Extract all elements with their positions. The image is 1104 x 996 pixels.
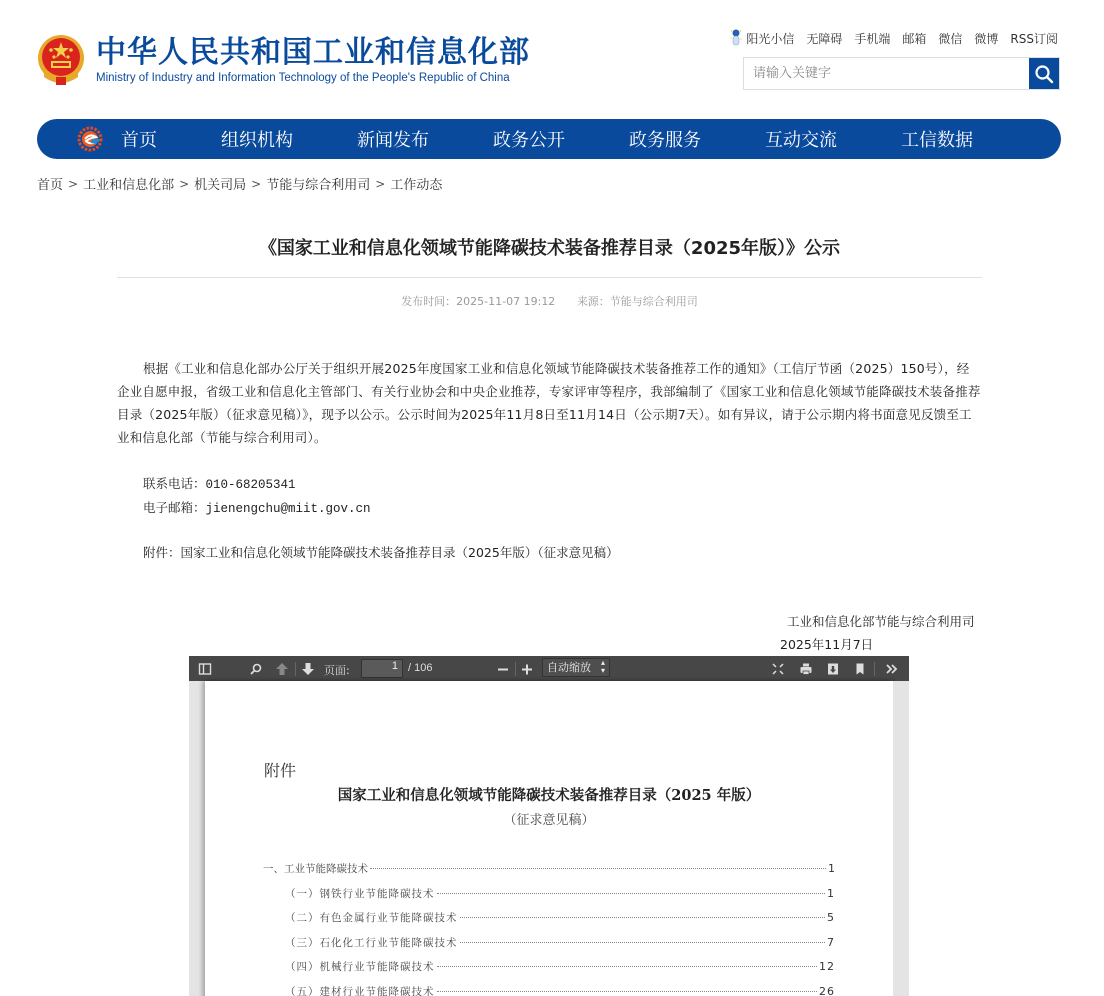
toc-row[interactable]: （四）机械行业节能降碳技术 12: [285, 960, 835, 974]
signature-date: 2025年11月7日: [780, 637, 874, 652]
national-emblem-icon: [36, 33, 86, 87]
top-link-mobile[interactable]: 手机端: [854, 31, 891, 46]
zoom-in-icon[interactable]: [520, 662, 534, 676]
breadcrumb-ministry[interactable]: 工业和信息化部: [83, 178, 175, 193]
select-arrows-icon: ▴ ▾: [600, 658, 605, 675]
attachment-link[interactable]: 国家工业和信息化领域节能降碳技术装备推荐目录（2025年版）（征求意见稿）: [180, 545, 619, 560]
doc-subtitle: （征求意见稿）: [503, 813, 595, 828]
site-logo[interactable]: [36, 33, 530, 87]
nav-item-data[interactable]: 工信数据: [901, 130, 973, 151]
sunshine-mascot-icon: [730, 29, 742, 47]
table-of-contents: [263, 861, 835, 996]
signature-org: 工业和信息化部节能与综合利用司: [787, 614, 975, 629]
phone-value: 010-68205341: [205, 478, 296, 492]
toolbar-separator: [295, 662, 296, 676]
previous-page-icon[interactable]: [275, 662, 289, 676]
zoom-out-icon[interactable]: [496, 662, 510, 676]
breadcrumb-separator: >: [375, 176, 386, 191]
site-header: [0, 0, 1104, 110]
nav-item-organization[interactable]: 组织机构: [221, 130, 293, 151]
toc-row[interactable]: （三）石化化工行业节能降碳技术 7: [285, 935, 835, 949]
top-link-weibo[interactable]: 微博: [974, 31, 999, 46]
toc-row[interactable]: （五）建材行业节能降碳技术 26: [285, 984, 835, 996]
page-number-input[interactable]: 1: [361, 659, 403, 678]
contact-phone: [143, 474, 296, 492]
doc-title: 国家工业和信息化领域节能降碳技术装备推荐目录（2025 年版）: [337, 787, 761, 804]
nav-item-services[interactable]: 政务服务: [629, 130, 701, 151]
top-links: [730, 29, 1058, 47]
pdf-scrollbar[interactable]: [893, 681, 909, 996]
article-body: 根据《工业和信息化部办公厅关于组织开展2025年度国家工业和信息化领域节能降碳技术装备推荐工作的通知》（工信厅节函（2025）150号），经企业自愿申报，省级工业和信息化主管部门、有关行业协会和中央企业推荐，专家评审等程序，我部编制了《国家工业和信息化领域节能降碳技术装备推荐目录（2025年版）（征求意见稿）》，现予以公示。公示时间为2025年11月8日至11月14日（公示期7天）。如有异议，请于公示期内将书面意见反馈至工业和信息化部（节能与综合利用司）。: [117, 361, 981, 445]
nav-item-interaction[interactable]: 互动交流: [765, 130, 837, 151]
nav-item-government-affairs[interactable]: 政务公开: [493, 130, 565, 151]
pdf-viewer: [189, 656, 909, 996]
tools-menu-icon[interactable]: [885, 662, 899, 676]
title-divider: [117, 277, 982, 278]
breadcrumb-home[interactable]: 首页: [37, 178, 64, 193]
page-label: 页面:: [324, 664, 350, 677]
phone-label: 联系电话：: [143, 476, 206, 491]
search-icon: [1034, 64, 1054, 84]
sidebar-toggle-icon[interactable]: [198, 662, 212, 676]
bookmark-icon[interactable]: [853, 662, 867, 676]
breadcrumb-separator: >: [179, 176, 190, 191]
top-link-accessibility[interactable]: 无障碍: [806, 31, 843, 46]
next-page-icon[interactable]: [301, 662, 315, 676]
nav-item-home[interactable]: 首页: [121, 130, 157, 151]
contact-email: [143, 498, 371, 516]
pdf-page: [205, 681, 893, 996]
search-button[interactable]: [1029, 58, 1059, 89]
search-box: [743, 57, 1060, 90]
top-link-rss[interactable]: RSS订阅: [1010, 31, 1058, 46]
top-link-sunshine-label: 阳光小信: [746, 31, 795, 46]
page-total: / 106: [408, 662, 433, 674]
breadcrumb: [37, 174, 442, 193]
presentation-mode-icon[interactable]: [771, 662, 785, 676]
download-icon[interactable]: [826, 662, 840, 676]
breadcrumb-energy-dept[interactable]: 节能与综合利用司: [266, 178, 371, 193]
email-value: jienengchu@miit.gov.cn: [205, 502, 371, 516]
attachment-line: [143, 543, 619, 561]
toc-row[interactable]: （一）钢铁行业节能降碳技术 1: [285, 886, 835, 900]
main-nav: [37, 119, 1061, 159]
publish-time: 发布时间：2025-11-07 19:12: [401, 295, 556, 308]
toc-row[interactable]: （二）有色金属行业节能降碳技术 5: [285, 911, 835, 925]
toc-row[interactable]: 一、工业节能降碳技术 1: [263, 862, 835, 875]
pdf-toolbar: [189, 656, 909, 681]
nav-gear-logo-icon: [77, 126, 103, 152]
attachment-label: 附件：: [143, 545, 181, 560]
zoom-select-value: 自动缩放: [547, 661, 591, 674]
breadcrumb-separator: >: [251, 176, 262, 191]
article-meta: [117, 293, 982, 309]
top-link-sunshine[interactable]: [730, 29, 794, 47]
nav-item-news[interactable]: 新闻发布: [357, 130, 429, 151]
breadcrumb-departments[interactable]: 机关司局: [194, 178, 247, 193]
email-label: 电子邮箱：: [143, 500, 206, 515]
logo-title-en: Ministry of Industry and Information Technology of the People's Republic of China: [96, 71, 510, 84]
find-icon[interactable]: [249, 662, 263, 676]
print-icon[interactable]: [799, 662, 813, 676]
article-title: 《国家工业和信息化领域节能降碳技术装备推荐目录（2025年版）》公示: [258, 238, 841, 259]
zoom-select[interactable]: [542, 658, 610, 677]
doc-attachment-heading: 附件: [264, 761, 297, 780]
search-input[interactable]: [744, 58, 1029, 89]
toolbar-separator: [874, 662, 875, 676]
top-link-wechat[interactable]: 微信: [938, 31, 963, 46]
breadcrumb-work-news[interactable]: 工作动态: [390, 178, 443, 193]
toolbar-separator: [515, 662, 516, 676]
logo-title-cn: 中华人民共和国工业和信息化部: [96, 34, 530, 70]
article-source: 来源：节能与综合利用司: [576, 295, 698, 308]
breadcrumb-separator: >: [68, 176, 79, 191]
top-link-mail[interactable]: 邮箱: [902, 31, 927, 46]
